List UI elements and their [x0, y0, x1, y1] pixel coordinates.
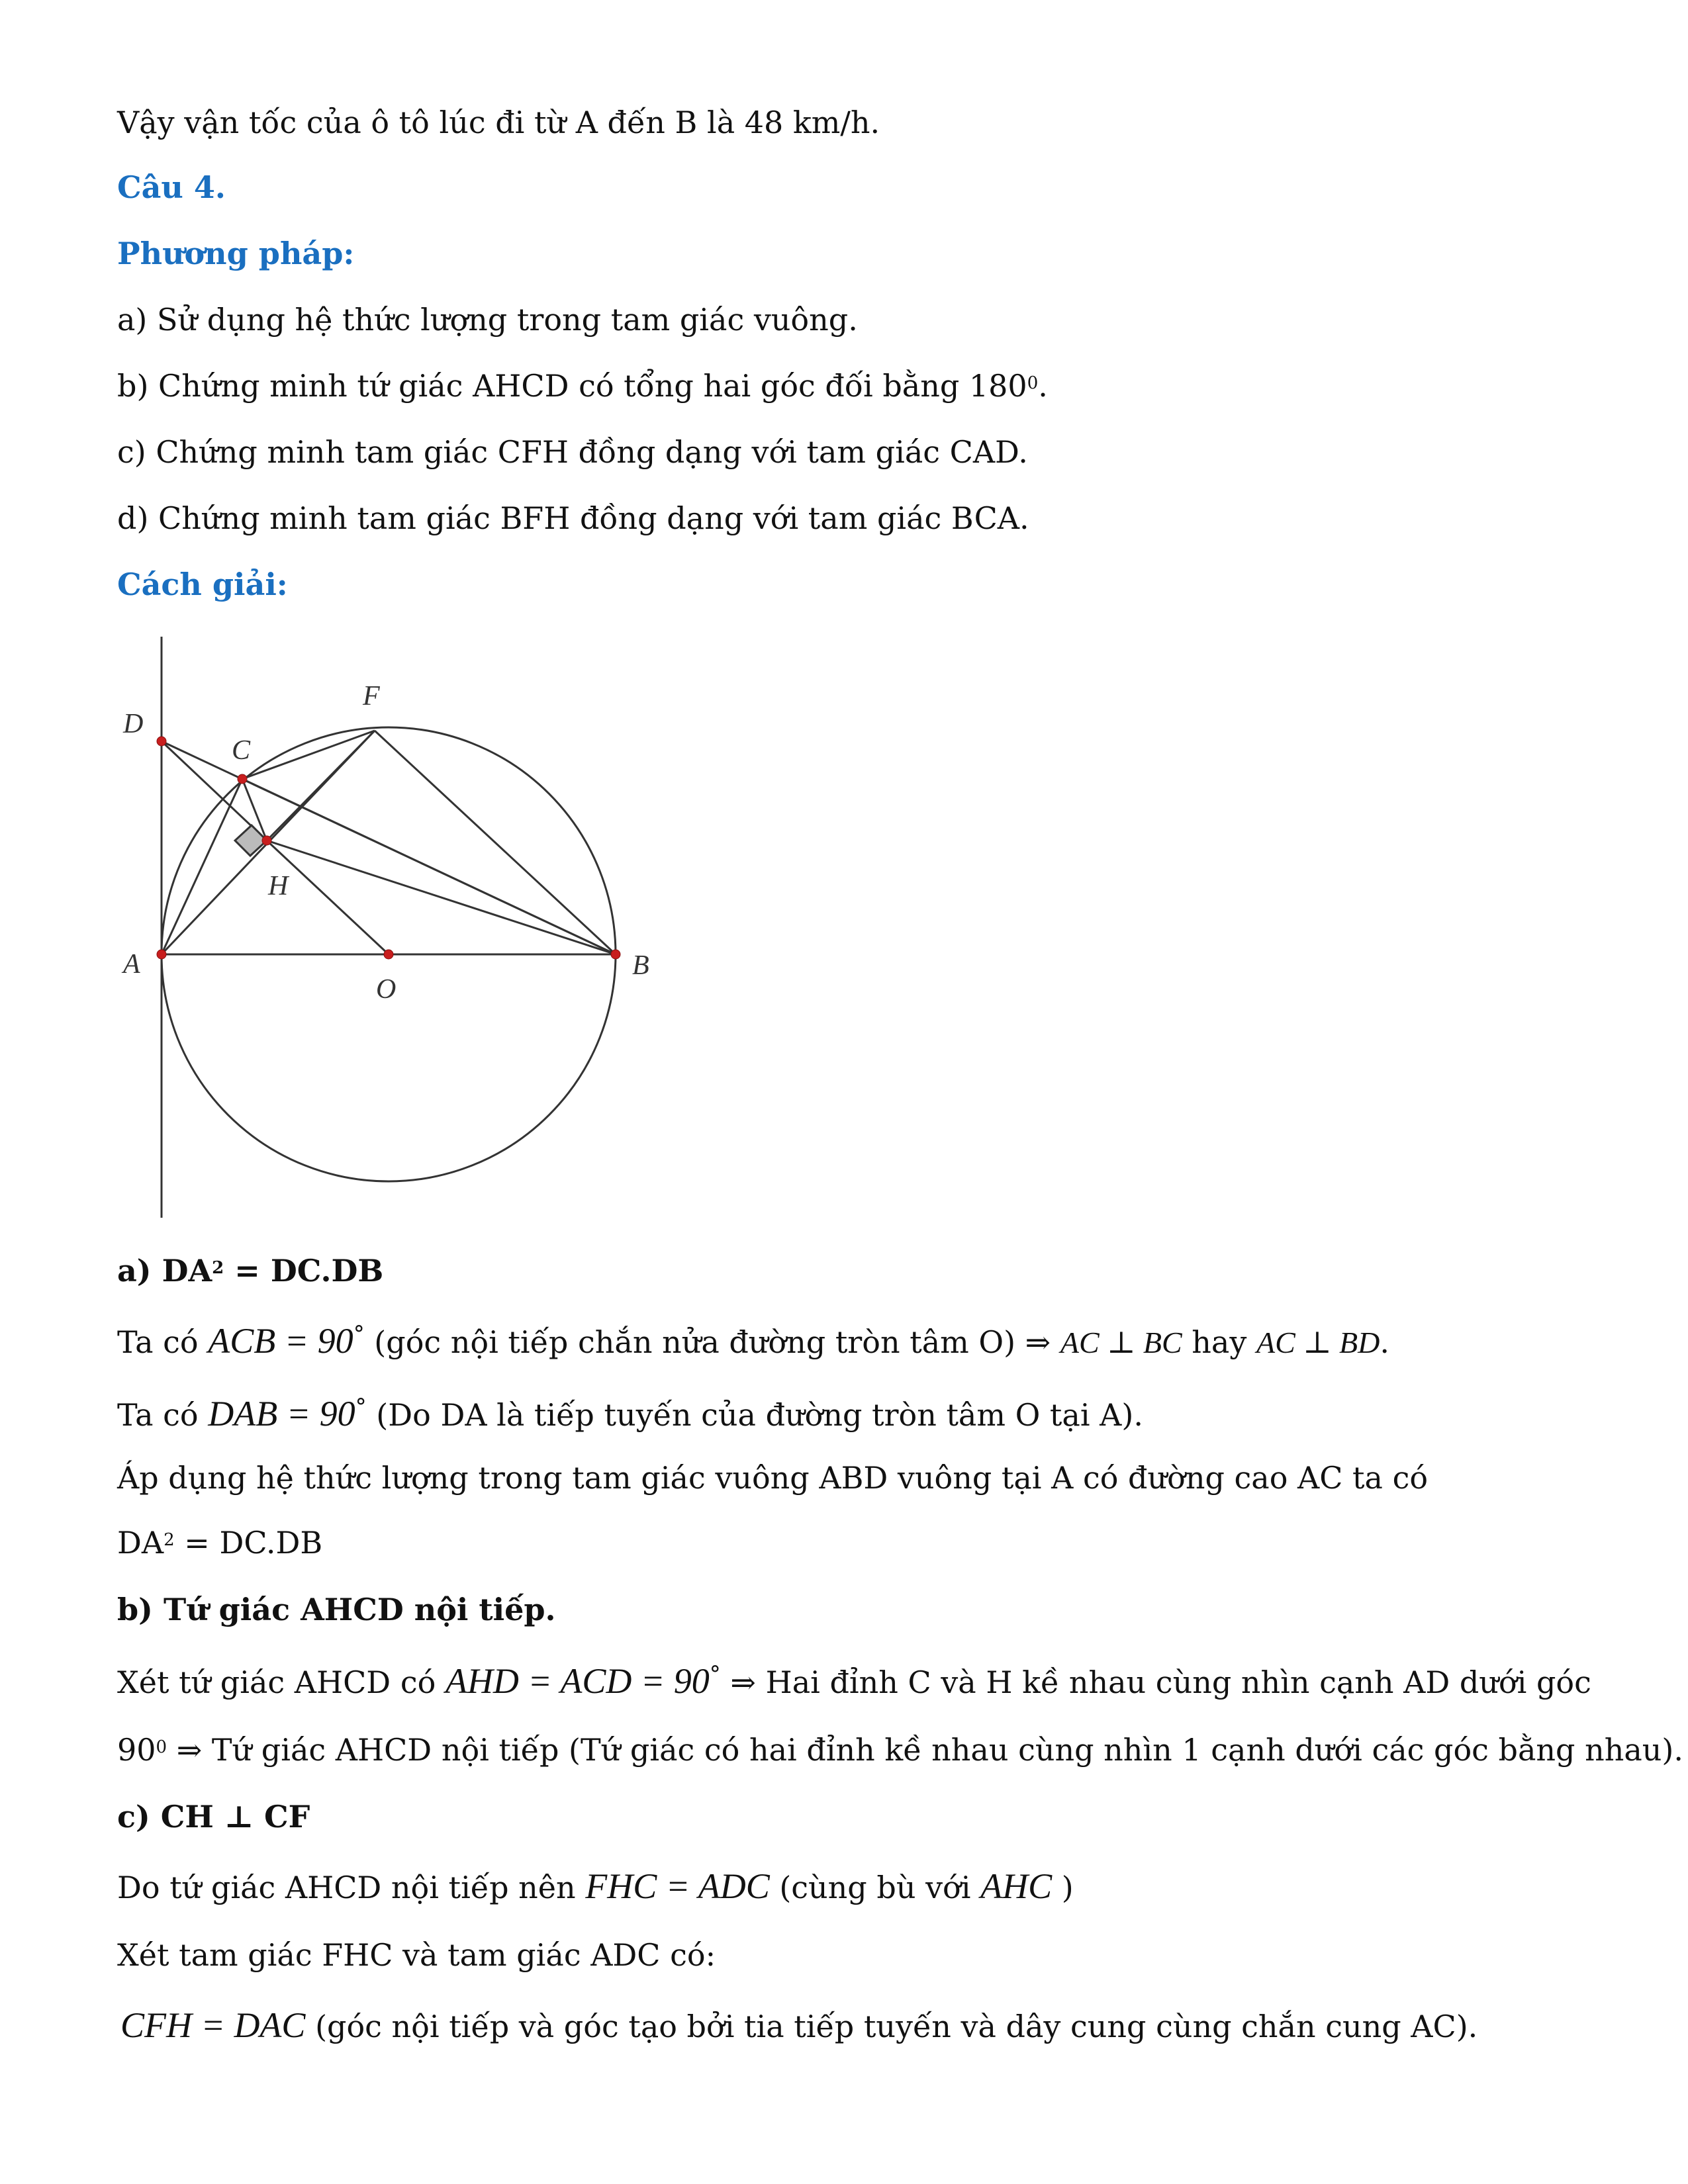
degree-sup: 0	[1027, 373, 1039, 393]
label-a: A	[123, 949, 140, 979]
point-h	[262, 836, 271, 845]
text: Ta có	[117, 1397, 209, 1433]
text-line: Vậy vận tốc của ô tô lúc đi từ A đến B là 48 km/h.	[117, 105, 880, 140]
point-b	[611, 950, 620, 959]
point-c	[238, 774, 247, 784]
label-f: F	[363, 681, 380, 711]
solution-heading: Cách giải:	[117, 567, 288, 602]
math-cfh-dac: CFH = DAC	[120, 2005, 306, 2045]
text: (cùng bù với	[769, 1870, 981, 1905]
text: Do tứ giác AHCD nội tiếp nên	[117, 1870, 586, 1905]
math-perp: AC ⊥ BC	[1060, 1326, 1182, 1359]
label-o: O	[376, 974, 397, 1005]
part-a-line-2	[117, 1394, 1143, 1435]
label-c: C	[232, 735, 251, 766]
segment-cf	[242, 731, 375, 779]
method-c: c) Chứng minh tam giác CFH đồng dạng với tam giác CAD.	[117, 434, 1028, 470]
text: (góc nội tiếp chắn nửa đường tròn tâm O) ⇒	[364, 1324, 1060, 1360]
degree-sign: °	[355, 1394, 367, 1420]
math-ahc: AHC	[980, 1866, 1053, 1906]
part-a-heading	[117, 1251, 383, 1291]
math-perp: AC ⊥ BD	[1256, 1326, 1380, 1359]
question-heading: Câu 4.	[117, 169, 226, 205]
math-dab: DAB = 90	[208, 1394, 355, 1433]
text: ⇒ Tứ giác AHCD nội tiếp (Tứ giác có hai đỉnh kề nhau cùng nhìn 1 cạnh dưới các góc bằng nhau).	[167, 1732, 1683, 1768]
text: .	[1380, 1324, 1389, 1360]
label-h: H	[268, 871, 289, 901]
part-a-line-1	[117, 1321, 1389, 1363]
square-sup: 2	[212, 1258, 224, 1278]
part-a-heading-post: = DC.DB	[224, 1253, 384, 1289]
segment-fb	[375, 731, 616, 954]
math-fhc-adc: FHC = ADC	[585, 1866, 770, 1906]
text: Xét tứ giác AHCD có	[117, 1664, 445, 1700]
text: hay	[1182, 1324, 1256, 1360]
part-b-heading: b) Tứ giác AHCD nội tiếp.	[117, 1592, 556, 1627]
segment-hf	[267, 731, 375, 841]
math-ahd-acd: AHD = ACD = 90	[445, 1661, 710, 1701]
part-b-line-1	[117, 1661, 1591, 1702]
text: DA	[117, 1525, 164, 1561]
segment-hb	[267, 841, 616, 954]
text: (góc nội tiếp và góc tạo bởi tia tiếp tuyến và dây cung cùng chắn cung AC).	[305, 2009, 1478, 2044]
method-b-text: b) Chứng minh tứ giác AHCD có tổng hai góc đối bằng 180	[117, 368, 1027, 404]
part-c-heading: c) CH ⊥ CF	[117, 1799, 310, 1835]
degree-sign: °	[353, 1321, 365, 1347]
text: = DC.DB	[174, 1525, 323, 1561]
degree-sign: °	[709, 1661, 721, 1688]
part-a-line-4	[117, 1523, 322, 1563]
text: 90	[117, 1732, 156, 1768]
method-a: a) Sử dụng hệ thức lượng trong tam giác vuông.	[117, 302, 858, 338]
point-d	[157, 737, 166, 746]
degree-sup: 0	[156, 1737, 167, 1757]
text: Ta có	[117, 1324, 209, 1360]
math-acb: ACB = 90	[208, 1321, 353, 1361]
point-a	[157, 950, 166, 959]
label-d: D	[123, 709, 144, 739]
point-o	[384, 950, 393, 959]
text: )	[1052, 1870, 1074, 1905]
method-d: d) Chứng minh tam giác BFH đồng dạng với tam giác BCA.	[117, 500, 1029, 536]
label-b: B	[632, 950, 649, 981]
text: ⇒ Hai đỉnh C và H kề nhau cùng nhìn cạnh AD dưới góc	[720, 1664, 1591, 1700]
square-sup: 2	[164, 1530, 175, 1550]
part-b-line-2	[117, 1730, 1683, 1770]
part-a-heading-pre: a) DA	[117, 1253, 212, 1289]
part-a-line-3: Áp dụng hệ thức lượng trong tam giác vuông ABD vuông tại A có đường cao AC ta có	[117, 1460, 1429, 1496]
text: (Do DA là tiếp tuyến của đường tròn tâm O tại A).	[366, 1397, 1143, 1433]
method-heading: Phương pháp:	[117, 236, 355, 271]
part-c-line-1	[117, 1866, 1074, 1907]
part-c-line-2: Xét tam giác FHC và tam giác ADC có:	[117, 1937, 716, 1973]
method-b-end: .	[1038, 368, 1048, 404]
part-c-line-3	[120, 2005, 1477, 2046]
